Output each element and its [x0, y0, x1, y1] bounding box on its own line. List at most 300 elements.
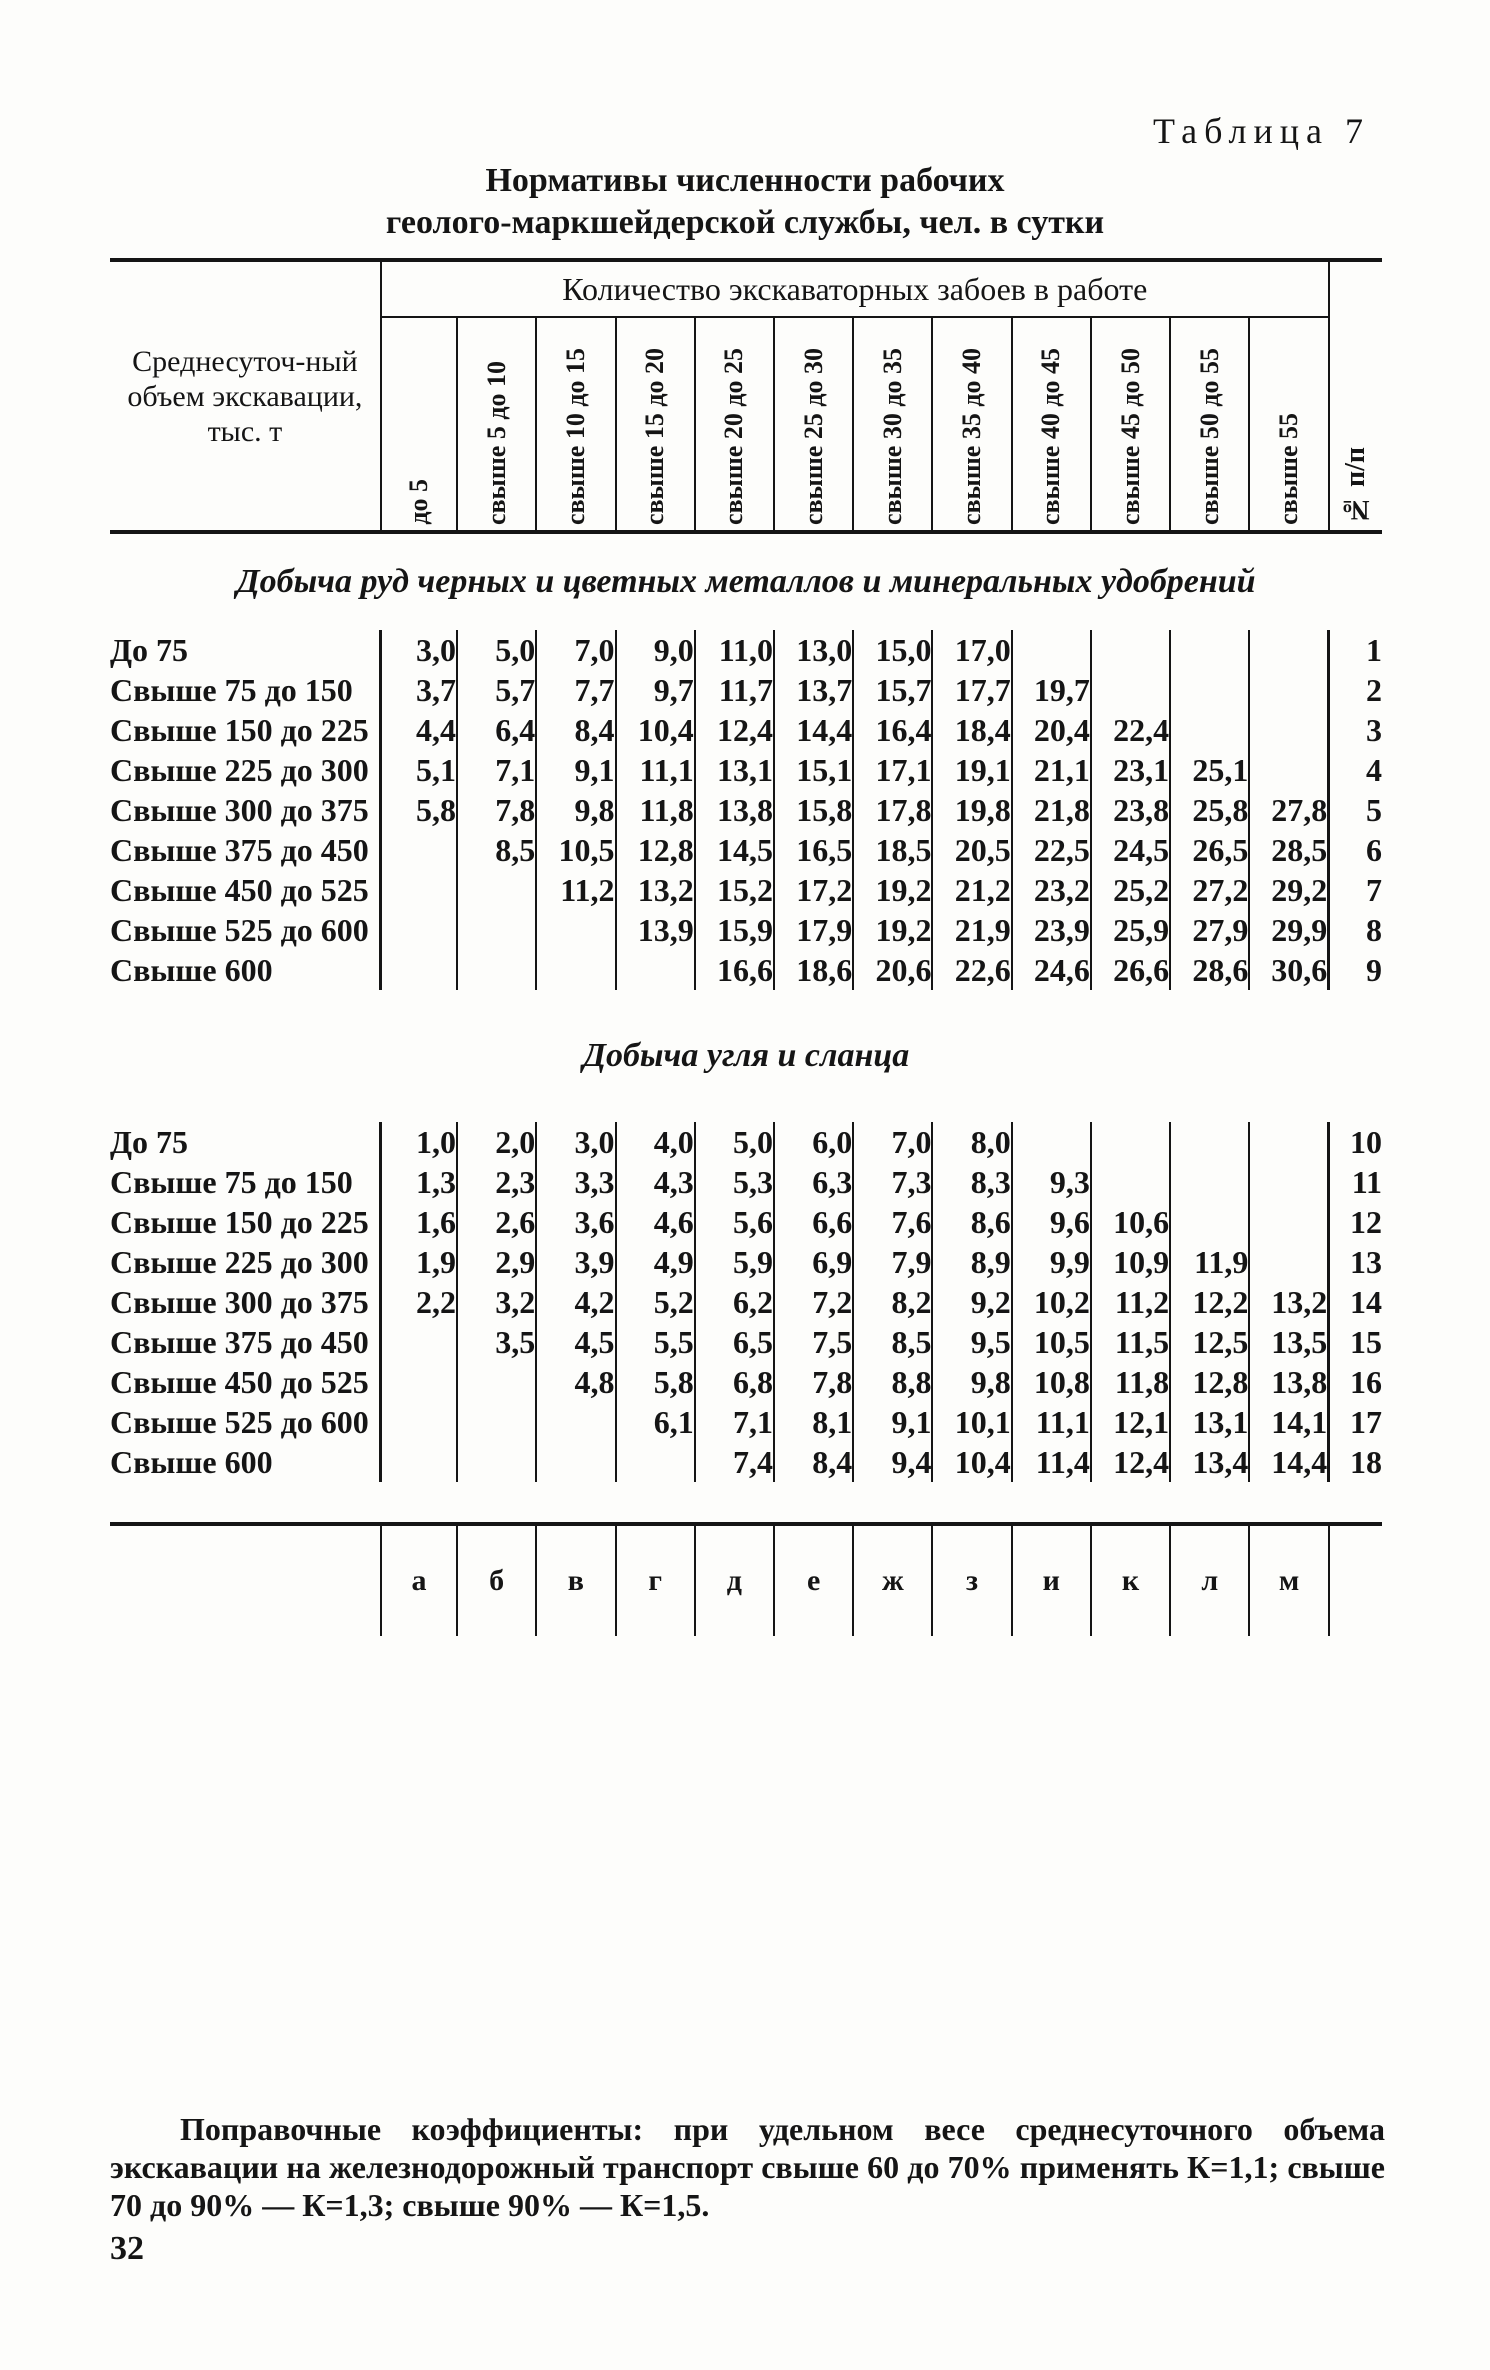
table-cell: 9,1	[853, 1402, 932, 1442]
section-title: Добыча угля и сланца	[582, 1037, 910, 1074]
table-cell: 7,0	[536, 630, 615, 670]
column-header-text: свыше 45 до 50	[1115, 347, 1145, 525]
table-cell: 28,6	[1170, 950, 1249, 990]
row-label: Свыше 600	[110, 952, 273, 988]
table-cell: 30,6	[1249, 950, 1328, 990]
table-cell	[1091, 1162, 1170, 1202]
table-cell: 16,4	[853, 710, 932, 750]
row-label: Свыше 375 до 450	[110, 1324, 369, 1360]
column-header	[457, 317, 536, 532]
row-number: 3	[1329, 710, 1382, 750]
table-cell: 11,5	[1091, 1322, 1170, 1362]
table-cell: 23,8	[1091, 790, 1170, 830]
table-cell: 4,9	[616, 1242, 695, 1282]
table-cell: 6,9	[774, 1242, 853, 1282]
row-label: Свыше 150 до 225	[110, 712, 369, 748]
table-cell: 9,0	[616, 630, 695, 670]
table-cell: 8,4	[774, 1442, 853, 1482]
column-header	[1012, 317, 1091, 532]
table-cell: 22,6	[932, 950, 1011, 990]
table-cell: 12,4	[695, 710, 774, 750]
table-cell: 6,2	[695, 1282, 774, 1322]
table-cell	[1012, 1122, 1091, 1162]
table-cell	[457, 910, 536, 950]
table-cell: 22,4	[1091, 710, 1170, 750]
table-cell: 16,6	[695, 950, 774, 990]
row-label: Свыше 225 до 300	[110, 1244, 369, 1280]
table-cell: 14,4	[1249, 1442, 1328, 1482]
table-cell: 13,8	[1249, 1362, 1328, 1402]
table-cell: 10,5	[536, 830, 615, 870]
table-cell: 26,6	[1091, 950, 1170, 990]
table-cell: 10,5	[1012, 1322, 1091, 1362]
table-cell: 8,1	[774, 1402, 853, 1442]
table-cell	[381, 1322, 457, 1362]
table-cell: 14,5	[695, 830, 774, 870]
table-cell: 7,1	[457, 750, 536, 790]
table-cell: 19,2	[853, 870, 932, 910]
row-label: Свыше 225 до 300	[110, 752, 369, 788]
table-cell: 5,0	[695, 1122, 774, 1162]
row-label: Свыше 525 до 600	[110, 912, 369, 948]
table-cell: 27,9	[1170, 910, 1249, 950]
table-cell: 7,2	[774, 1282, 853, 1322]
table-cell: 15,9	[695, 910, 774, 950]
table-cell: 13,0	[774, 630, 853, 670]
table-cell: 25,1	[1170, 750, 1249, 790]
row-number: 14	[1329, 1282, 1382, 1322]
table-cell: 9,2	[932, 1282, 1011, 1322]
table-row	[110, 790, 1382, 830]
table-cell: 11,0	[695, 630, 774, 670]
table-cell	[616, 1442, 695, 1482]
table-cell: 2,9	[457, 1242, 536, 1282]
table-cell: 25,2	[1091, 870, 1170, 910]
table-row	[110, 1362, 1382, 1402]
table-title	[0, 160, 1490, 244]
table-cell: 1,9	[381, 1242, 457, 1282]
table-cell: 18,5	[853, 830, 932, 870]
table-cell	[457, 1362, 536, 1402]
row-number: 7	[1329, 870, 1382, 910]
row-label: Свыше 600	[110, 1444, 273, 1480]
column-header-text: свыше 25 до 30	[798, 347, 828, 525]
table-cell: 13,9	[616, 910, 695, 950]
column-header	[853, 317, 932, 532]
table-cell: 21,8	[1012, 790, 1091, 830]
row-number: 5	[1329, 790, 1382, 830]
table-cell: 1,3	[381, 1162, 457, 1202]
header-num-label	[1329, 260, 1382, 532]
table-row	[110, 870, 1382, 910]
table-cell: 9,7	[616, 670, 695, 710]
table-cell: 11,9	[1170, 1242, 1249, 1282]
row-label: Свыше 525 до 600	[110, 1404, 369, 1440]
table-cell: 8,0	[932, 1122, 1011, 1162]
table-cell: 6,4	[457, 710, 536, 750]
table-cell: 5,3	[695, 1162, 774, 1202]
column-letter: к	[1091, 1524, 1170, 1636]
table-cell: 19,2	[853, 910, 932, 950]
table-cell: 9,8	[536, 790, 615, 830]
table-cell: 11,2	[1091, 1282, 1170, 1322]
table-cell: 2,6	[457, 1202, 536, 1242]
column-header	[616, 317, 695, 532]
table-cell: 26,5	[1170, 830, 1249, 870]
row-label: До 75	[110, 632, 189, 668]
table-cell	[381, 910, 457, 950]
table-cell: 13,4	[1170, 1442, 1249, 1482]
column-header	[774, 317, 853, 532]
section-title: Добыча руд черных и цветных металлов и минеральных удобрений	[236, 563, 1256, 600]
row-number: 11	[1329, 1162, 1382, 1202]
row-number: 18	[1329, 1442, 1382, 1482]
column-letter: л	[1170, 1524, 1249, 1636]
table-cell: 9,6	[1012, 1202, 1091, 1242]
table-cell: 5,8	[616, 1362, 695, 1402]
table-cell: 13,5	[1249, 1322, 1328, 1362]
table-cell: 13,1	[695, 750, 774, 790]
table-cell: 7,9	[853, 1242, 932, 1282]
column-letter: д	[695, 1524, 774, 1636]
column-header-text: свыше 35 до 40	[957, 347, 987, 525]
table-cell: 7,7	[536, 670, 615, 710]
table-cell: 17,1	[853, 750, 932, 790]
column-header-text: свыше 40 до 45	[1036, 347, 1066, 525]
row-label: До 75	[110, 1124, 189, 1160]
table-cell: 7,4	[695, 1442, 774, 1482]
column-header	[536, 317, 615, 532]
table-cell	[536, 1402, 615, 1442]
table-cell: 10,6	[1091, 1202, 1170, 1242]
table-cell: 7,1	[695, 1402, 774, 1442]
table-cell	[1249, 1242, 1328, 1282]
table-cell	[536, 910, 615, 950]
table-cell: 6,5	[695, 1322, 774, 1362]
norms-table	[110, 258, 1382, 1636]
table-cell: 21,9	[932, 910, 1011, 950]
table-cell: 9,3	[1012, 1162, 1091, 1202]
table-cell: 7,8	[774, 1362, 853, 1402]
table-cell	[381, 1402, 457, 1442]
row-label: Свыше 375 до 450	[110, 832, 369, 868]
table-cell: 5,0	[457, 630, 536, 670]
row-number: 10	[1329, 1122, 1382, 1162]
table-cell: 6,6	[774, 1202, 853, 1242]
table-cell	[381, 1442, 457, 1482]
table-cell: 10,1	[932, 1402, 1011, 1442]
column-letter: б	[457, 1524, 536, 1636]
table-row	[110, 910, 1382, 950]
table-cell: 8,5	[853, 1322, 932, 1362]
table-cell: 9,4	[853, 1442, 932, 1482]
table-row	[110, 1162, 1382, 1202]
header-group-label: Количество экскаваторных забоев в работе	[381, 260, 1329, 317]
table-cell	[1170, 1162, 1249, 1202]
table-cell	[457, 1442, 536, 1482]
table-cell: 6,8	[695, 1362, 774, 1402]
table-cell: 21,1	[1012, 750, 1091, 790]
row-number: 4	[1329, 750, 1382, 790]
table-cell: 11,4	[1012, 1442, 1091, 1482]
column-header	[695, 317, 774, 532]
row-number: 12	[1329, 1202, 1382, 1242]
table-cell: 3,3	[536, 1162, 615, 1202]
table-cell: 7,5	[774, 1322, 853, 1362]
table-cell: 27,2	[1170, 870, 1249, 910]
table-row	[110, 710, 1382, 750]
table-cell: 8,5	[457, 830, 536, 870]
table-cell: 9,5	[932, 1322, 1011, 1362]
table-cell: 8,6	[932, 1202, 1011, 1242]
table-cell: 3,7	[381, 670, 457, 710]
table-cell: 19,8	[932, 790, 1011, 830]
table-row	[110, 830, 1382, 870]
table-row	[110, 1322, 1382, 1362]
table-cell: 7,8	[457, 790, 536, 830]
table-cell: 11,2	[536, 870, 615, 910]
table-cell	[381, 830, 457, 870]
column-letter: а	[381, 1524, 457, 1636]
table-cell: 4,6	[616, 1202, 695, 1242]
table-cell	[381, 1362, 457, 1402]
table-cell: 15,7	[853, 670, 932, 710]
correction-note: Поправочные коэффициенты: при удельном весе среднесуточного объема экскавации на железнодорожный транспорт свыше 60 до 70% применять К=1,1; свыше 70 до 90% — К=1,3; свыше 90% — К=1,5.	[110, 2111, 1385, 2223]
table-cell: 5,5	[616, 1322, 695, 1362]
row-number: 8	[1329, 910, 1382, 950]
table-cell: 21,2	[932, 870, 1011, 910]
table-cell: 4,4	[381, 710, 457, 750]
column-header-text: свыше 30 до 35	[877, 347, 907, 525]
table-cell: 19,7	[1012, 670, 1091, 710]
table-cell: 12,8	[616, 830, 695, 870]
title-line-1: Нормативы численности рабочих	[485, 162, 1005, 199]
table-cell	[1249, 710, 1328, 750]
table-cell: 15,8	[774, 790, 853, 830]
table-row	[110, 1122, 1382, 1162]
table-cell: 17,0	[932, 630, 1011, 670]
table-cell: 14,4	[774, 710, 853, 750]
table-cell: 11,1	[616, 750, 695, 790]
table-cell: 6,3	[774, 1162, 853, 1202]
table-cell: 20,6	[853, 950, 932, 990]
table-cell: 8,9	[932, 1242, 1011, 1282]
table-cell	[1170, 670, 1249, 710]
column-header	[1249, 317, 1328, 532]
table-cell	[1249, 1122, 1328, 1162]
table-cell: 17,7	[932, 670, 1011, 710]
row-label: Свыше 75 до 150	[110, 1164, 353, 1200]
table-cell	[1249, 670, 1328, 710]
column-header	[1170, 317, 1249, 532]
table-cell	[1249, 630, 1328, 670]
table-row	[110, 1202, 1382, 1242]
header-num-text: № п/п	[1339, 446, 1371, 525]
table-cell: 8,4	[536, 710, 615, 750]
table-cell: 3,0	[381, 630, 457, 670]
table-cell: 3,2	[457, 1282, 536, 1322]
table-cell: 13,8	[695, 790, 774, 830]
table-cell	[1091, 670, 1170, 710]
row-number: 16	[1329, 1362, 1382, 1402]
row-number: 15	[1329, 1322, 1382, 1362]
table-cell: 8,2	[853, 1282, 932, 1322]
table-cell: 4,8	[536, 1362, 615, 1402]
table-cell: 13,1	[1170, 1402, 1249, 1442]
column-letter: ж	[853, 1524, 932, 1636]
table-cell: 3,9	[536, 1242, 615, 1282]
table-row	[110, 950, 1382, 990]
table-cell: 3,6	[536, 1202, 615, 1242]
row-label: Свыше 300 до 375	[110, 792, 369, 828]
table-cell: 23,1	[1091, 750, 1170, 790]
table-cell: 2,2	[381, 1282, 457, 1322]
table-cell: 15,0	[853, 630, 932, 670]
column-header	[932, 317, 1011, 532]
table-cell: 11,1	[1012, 1402, 1091, 1442]
column-letter: в	[536, 1524, 615, 1636]
table-cell: 2,0	[457, 1122, 536, 1162]
table-cell: 11,8	[616, 790, 695, 830]
table-row	[110, 1442, 1382, 1482]
table-cell: 10,4	[616, 710, 695, 750]
table-cell: 3,0	[536, 1122, 615, 1162]
column-header	[1091, 317, 1170, 532]
column-header-text: свыше 20 до 25	[719, 347, 749, 525]
table-cell: 5,6	[695, 1202, 774, 1242]
table-cell	[1249, 1202, 1328, 1242]
table-cell: 4,2	[536, 1282, 615, 1322]
row-label: Свыше 300 до 375	[110, 1284, 369, 1320]
table-cell	[457, 870, 536, 910]
row-number: 9	[1329, 950, 1382, 990]
table-cell: 2,3	[457, 1162, 536, 1202]
table-cell: 23,9	[1012, 910, 1091, 950]
table-cell	[1012, 630, 1091, 670]
table-number-label: Таблица 7	[1153, 111, 1370, 151]
table-cell: 17,9	[774, 910, 853, 950]
column-header-text: свыше 50 до 55	[1194, 347, 1224, 525]
table-cell: 12,4	[1091, 1442, 1170, 1482]
table-cell: 13,7	[774, 670, 853, 710]
row-label: Свыше 75 до 150	[110, 672, 353, 708]
column-header-text: до 5	[403, 479, 433, 525]
column-header	[381, 317, 457, 532]
table-cell: 29,9	[1249, 910, 1328, 950]
table-cell	[1170, 1202, 1249, 1242]
row-label: Свыше 450 до 525	[110, 872, 369, 908]
table-cell	[457, 1402, 536, 1442]
table-cell	[457, 950, 536, 990]
table-cell: 22,5	[1012, 830, 1091, 870]
table-cell: 7,0	[853, 1122, 932, 1162]
column-letter: е	[774, 1524, 853, 1636]
table-cell: 18,6	[774, 950, 853, 990]
table-cell: 14,1	[1249, 1402, 1328, 1442]
table-cell: 25,8	[1170, 790, 1249, 830]
table-cell: 25,9	[1091, 910, 1170, 950]
table-cell: 10,2	[1012, 1282, 1091, 1322]
row-number: 17	[1329, 1402, 1382, 1442]
table-row	[110, 750, 1382, 790]
column-letter: з	[932, 1524, 1011, 1636]
table-cell	[1170, 630, 1249, 670]
table-cell: 9,8	[932, 1362, 1011, 1402]
table-cell: 13,2	[616, 870, 695, 910]
table-cell: 19,1	[932, 750, 1011, 790]
table-cell	[1091, 630, 1170, 670]
column-header-text: свыше 5 до 10	[481, 360, 511, 525]
table-cell: 11,7	[695, 670, 774, 710]
table-cell: 20,5	[932, 830, 1011, 870]
table-cell: 23,2	[1012, 870, 1091, 910]
table-cell: 29,2	[1249, 870, 1328, 910]
table-cell: 5,1	[381, 750, 457, 790]
table-cell: 18,4	[932, 710, 1011, 750]
table-cell: 6,0	[774, 1122, 853, 1162]
column-letters-row	[110, 1524, 1382, 1636]
table-cell	[536, 1442, 615, 1482]
row-number: 1	[1329, 630, 1382, 670]
table-cell: 7,6	[853, 1202, 932, 1242]
table-row	[110, 670, 1382, 710]
column-letter: м	[1249, 1524, 1328, 1636]
column-letter: и	[1012, 1524, 1091, 1636]
table-cell: 1,0	[381, 1122, 457, 1162]
table-cell: 13,2	[1249, 1282, 1328, 1322]
column-header-text: свыше 55	[1274, 413, 1304, 525]
table-row	[110, 630, 1382, 670]
table-cell	[1170, 710, 1249, 750]
table-cell: 5,2	[616, 1282, 695, 1322]
table-cell	[1091, 1122, 1170, 1162]
column-header-text: свыше 10 до 15	[560, 347, 590, 525]
table-cell: 12,5	[1170, 1322, 1249, 1362]
table-cell	[1249, 750, 1328, 790]
table-cell: 3,5	[457, 1322, 536, 1362]
table-cell: 15,2	[695, 870, 774, 910]
column-header-text: свыше 15 до 20	[640, 347, 670, 525]
table-cell: 12,8	[1170, 1362, 1249, 1402]
table-row	[110, 1282, 1382, 1322]
table-cell: 12,2	[1170, 1282, 1249, 1322]
table-cell: 27,8	[1249, 790, 1328, 830]
table-cell	[381, 870, 457, 910]
row-number: 2	[1329, 670, 1382, 710]
table-cell: 24,6	[1012, 950, 1091, 990]
table-cell: 5,8	[381, 790, 457, 830]
table-cell: 15,1	[774, 750, 853, 790]
table-cell: 8,3	[932, 1162, 1011, 1202]
row-number: 13	[1329, 1242, 1382, 1282]
table-cell: 8,8	[853, 1362, 932, 1402]
table-cell: 28,5	[1249, 830, 1328, 870]
table-cell: 4,5	[536, 1322, 615, 1362]
page-number: 32	[110, 2230, 144, 2267]
table-cell: 7,3	[853, 1162, 932, 1202]
table-cell: 1,6	[381, 1202, 457, 1242]
table-cell: 16,5	[774, 830, 853, 870]
table-cell: 12,1	[1091, 1402, 1170, 1442]
table-cell: 10,9	[1091, 1242, 1170, 1282]
table-cell	[381, 950, 457, 990]
table-cell: 11,8	[1091, 1362, 1170, 1402]
row-label: Свыше 150 до 225	[110, 1204, 369, 1240]
table-row	[110, 1242, 1382, 1282]
header-row-label: Среднесуточ-ный объем экскавации, тыс. т	[110, 260, 381, 532]
table-cell: 17,2	[774, 870, 853, 910]
table-cell: 9,9	[1012, 1242, 1091, 1282]
